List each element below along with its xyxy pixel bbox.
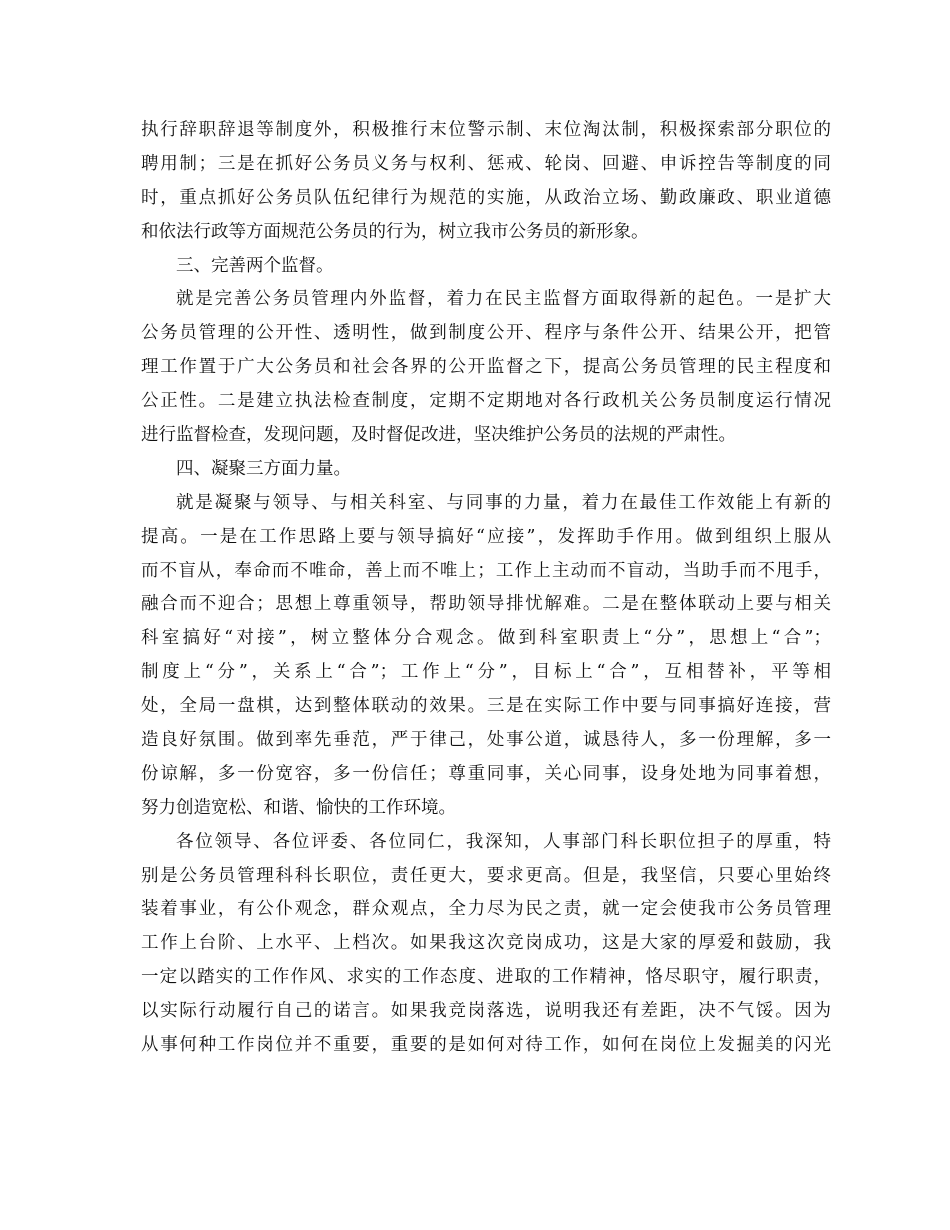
text-line: 四、凝聚三方面力量。 xyxy=(176,458,351,479)
text-line: 提高。一是在工作思路上要与领导搞好“应接”，发挥助手作用。做到组织上服从 xyxy=(141,526,831,547)
text-line: 公务员管理的公开性、透明性，做到制度公开、程序与条件公开、结果公开，把管 xyxy=(141,323,831,344)
text-line: 各位领导、各位评委、各位同仁，我深知，人事部门科长职位担子的厚重，特 xyxy=(176,831,831,852)
text-line: 从事何种工作岗位并不重要，重要的是如何对待工作，如何在岗位上发掘美的闪光 xyxy=(141,1035,831,1056)
text-line: 进行监督检查，发现问题，及时督促改进，坚决维护公务员的法规的严肃性。 xyxy=(141,425,736,446)
text-line: 别是公务员管理科科长职位，责任更大，要求更高。但是，我坚信，只要心里始终 xyxy=(141,865,831,886)
text-line: 努力创造宽松、和谐、愉快的工作环境。 xyxy=(141,797,456,818)
document-body-text xyxy=(141,114,831,1063)
text-line: 制度上“分”，关系上“合”；工作上“分”，目标上“合”，互相替补，平等相 xyxy=(141,662,831,683)
text-line: 而不盲从，奉命而不唯命，善上而不唯上；工作上主动而不盲动，当助手而不甩手， xyxy=(141,560,831,581)
text-line: 以实际行动履行自己的诺言。如果我竞岗落选，说明我还有差距，决不气馁。因为 xyxy=(141,1001,831,1022)
text-line: 装着事业，有公仆观念，群众观点，全力尽为民之责，就一定会使我市公务员管理 xyxy=(141,899,831,920)
text-line: 时，重点抓好公务员队伍纪律行为规范的实施，从政治立场、勤政廉政、职业道德 xyxy=(141,187,831,208)
text-line: 执行辞职辞退等制度外，积极推行末位警示制、末位淘汰制，积极探索部分职位的 xyxy=(141,120,831,140)
text-line: 聘用制；三是在抓好公务员义务与权利、惩戒、轮岗、回避、申诉控告等制度的同 xyxy=(141,153,831,174)
text-line: 份谅解，多一份宽容，多一份信任；尊重同事，关心同事，设身处地为同事着想， xyxy=(141,763,831,784)
text-line: 公正性。二是建立执法检查制度，定期不定期地对各行政机关公务员制度运行情况 xyxy=(141,391,831,412)
text-line: 科室搞好“对接”，树立整体分合观念。做到科室职责上“分”，思想上“合”； xyxy=(141,628,831,649)
text-line: 就是凝聚与领导、与相关科室、与同事的力量，着力在最佳工作效能上有新的 xyxy=(176,492,831,513)
text-line: 理工作置于广大公务员和社会各界的公开监督之下，提高公务员管理的民主程度和 xyxy=(141,357,831,378)
text-line: 和依法行政等方面规范公务员的行为，树立我市公务员的新形象。 xyxy=(141,221,649,242)
text-line: 处，全局一盘棋，达到整体联动的效果。三是在实际工作中要与同事搞好连接，营 xyxy=(141,696,831,717)
text-line: 融合而不迎合；思想上尊重领导，帮助领导排忧解难。二是在整体联动上要与相关 xyxy=(141,594,831,615)
text-line: 三、完善两个监督。 xyxy=(176,255,334,276)
text-line: 工作上台阶、上水平、上档次。如果我这次竞岗成功，这是大家的厚爱和鼓励，我 xyxy=(141,933,831,954)
text-line: 一定以踏实的工作作风、求实的工作态度、进取的工作精神，恪尽职守，履行职责， xyxy=(141,967,831,988)
text-line: 造良好氛围。做到率先垂范，严于律己，处事公道，诚恳待人，多一份理解，多一 xyxy=(141,730,831,751)
text-line: 就是完善公务员管理内外监督，着力在民主监督方面取得新的起色。一是扩大 xyxy=(176,289,831,310)
